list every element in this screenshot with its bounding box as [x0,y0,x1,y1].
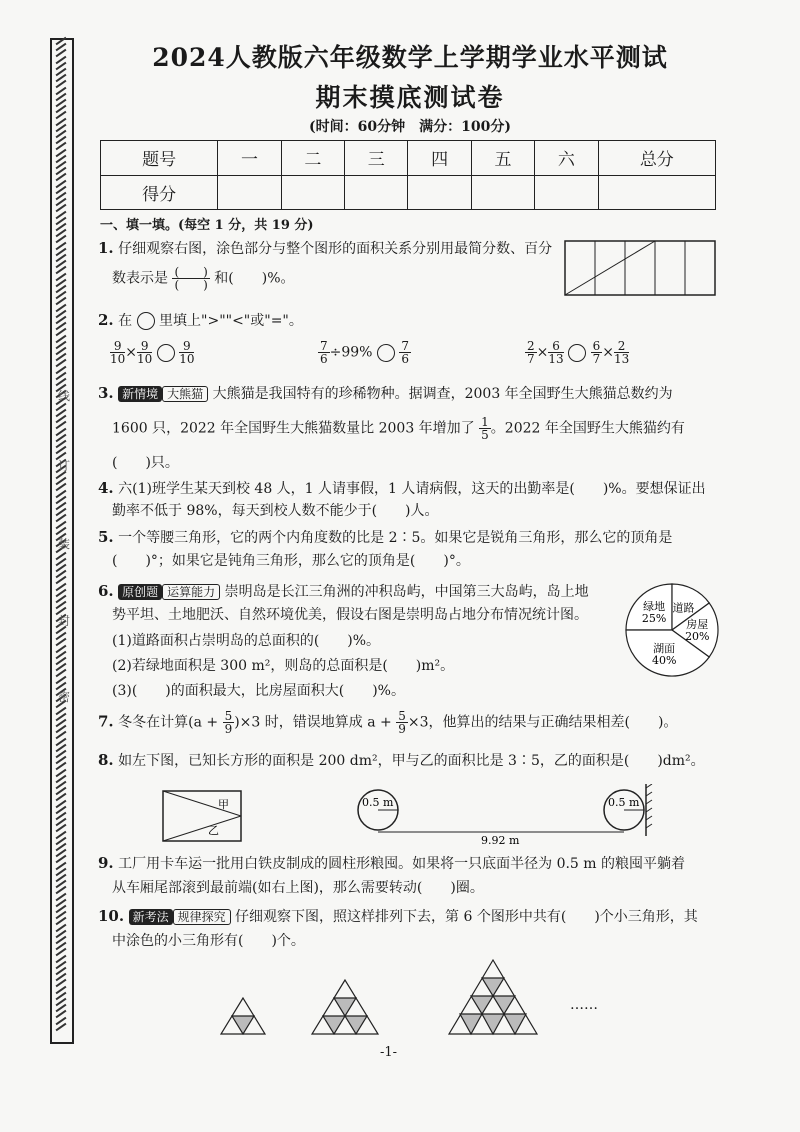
fraction-numerator: 6 [548,340,563,353]
question-text: 数表示是 [112,270,168,287]
operator: × [536,344,549,361]
score-cell[interactable] [471,175,534,210]
q2-expr-1 [110,340,194,365]
question-7 [98,710,718,735]
binding-char: 线 [58,389,71,403]
question-number: 5. [98,528,114,546]
question-5-line2: ( )°；如果它是钝角三角形，那么它的顶角是( )°。 [112,553,470,569]
question-6-sub2: (2)若绿地面积是 300 m²，则岛的总面积是( )m²。 [112,658,455,674]
pie-label: 绿地 [643,600,666,614]
fraction-numerator: 9 [110,340,125,353]
circle-placeholder-icon [137,312,155,330]
triangle-figure-1 [221,998,265,1034]
tag-topic: 运算能力 [162,584,220,600]
question-text: ×3，他算出的结果与正确结果相差( )。 [407,714,678,731]
score-cell[interactable] [598,175,715,210]
question-10-line2: 中涂色的小三角形有( )个。 [112,933,305,949]
q1-figure [564,240,716,296]
question-3-line2 [112,416,685,441]
question-text: 。2022 年全国野生大熊猫约有 [490,420,685,437]
pie-label: 湖面 [653,642,676,656]
question-6 [98,581,618,602]
question-text: 仔细观察下图，照这样排列下去，第 6 个图形中共有( )个小三角形，其 [235,909,698,925]
score-header-cell: 六 [535,141,598,176]
page-number: -1- [380,1045,398,1060]
question-text: 大熊猫是我国特有的珍稀物种。据调查，2003 年全国野生大熊猫总数约为 [212,386,673,402]
score-cell[interactable] [345,175,408,210]
question-4 [98,478,718,499]
pie-label: 道路 [672,601,695,615]
fraction-denominator: 13 [613,352,630,366]
question-number: 8. [98,751,114,769]
fraction-denominator: 6 [320,352,328,366]
question-2 [98,310,303,331]
tag-topic: 规律探究 [173,909,231,925]
expression: (a + [188,714,223,731]
score-header-cell: 三 [345,141,408,176]
score-header-cell: 总分 [598,141,715,176]
fraction-denominator: 13 [548,352,564,366]
fraction-numerator: 7 [401,339,410,353]
binding-char: 订 [58,459,71,473]
score-row-label: 得分 [101,175,218,210]
score-table [100,140,716,210]
label-yi: 乙 [208,824,219,837]
score-header-cell: 二 [281,141,344,176]
triangle-figure-2 [312,980,378,1034]
binding-char: 封 [58,614,71,628]
cylinder-roll-figure [356,784,656,848]
question-3-line3: ( )只。 [112,455,179,471]
score-header-cell: 四 [408,141,471,176]
question-8 [98,750,718,771]
question-text: 冬冬在计算 [118,714,189,731]
question-text: 一个等腰三角形，它的两个内角度数的比是 2∶5。如果它是锐角三角形，那么它的顶角是 [118,530,673,546]
pie-label: 40% [651,654,677,668]
question-6-sub3: (3)( )的面积最大，比房屋面积大( )%。 [112,683,405,699]
question-number: 10. [98,907,125,925]
question-3 [98,383,718,404]
fraction-denominator: 7 [527,352,535,366]
tag-new-method: 新考法 [129,909,173,925]
question-9-line2: 从车厢尾部滚到最前端(如右上图)，那么需要转动( )圈。 [112,880,484,896]
fraction-denominator: 10 [179,352,195,366]
question-text: 里填上">""<"或"="。 [159,313,303,329]
fraction-numerator: 6 [592,339,601,353]
binding-char: 装 [58,537,71,551]
question-4-line2: 勤率不低于 98%，每天到校人数不能少于( )人。 [112,503,439,519]
fraction-denominator: 9 [398,722,406,736]
triangle-pattern [215,950,555,1038]
question-9 [98,853,718,874]
fraction-denominator: ( ) [174,278,208,292]
fraction-numerator: 5 [398,709,406,723]
score-cell[interactable] [408,175,471,210]
question-text: 六(1)班学生某天到校 48 人，1 人请事假，1 人请病假，这天的出勤率是( )%。要想保证出 [118,481,706,497]
question-1-line2 [112,266,295,291]
question-1 [98,238,568,259]
question-number: 6. [98,582,114,600]
operator: ÷99% [329,344,373,361]
section-title: 一、填一填。(每空 1 分，共 19 分) [100,218,314,233]
pie-label: 房屋 [686,618,709,631]
fraction-denominator: 10 [137,352,153,366]
score-cell[interactable] [281,175,344,210]
q2-expr-2 [318,340,411,365]
question-5 [98,527,718,548]
operator: × [125,344,138,361]
pie-label: 25% [641,612,667,626]
exam-title: 2024人教版六年级数学上学期学业水平测试 [152,43,668,72]
question-text: 1600 只，2022 年全国野生大熊猫数量比 2003 年增加了 [112,420,475,437]
question-text: 崇明岛是长江三角洲的冲积岛屿，中国第三大岛屿，岛上地 [224,584,589,600]
binding-char: 密 [58,690,71,704]
fraction-denominator: 7 [592,352,601,366]
question-6-sub1: (1)道路面积占崇明岛的总面积的( )%。 [112,633,381,649]
exam-subtitle: 期末摸底测试卷 [315,83,505,112]
fraction-numerator: 2 [527,339,535,353]
expression: )×3 时，错误地算成 a + [234,714,397,731]
question-number: 4. [98,479,114,497]
fraction-numerator: 9 [179,340,194,353]
score-cell[interactable] [218,175,281,210]
pie-chart [624,582,720,678]
fraction-numerator: 9 [137,340,152,353]
fraction-numerator: 1 [481,415,489,429]
question-number: 7. [98,712,114,731]
question-number: 2. [98,311,114,329]
score-header-cell: 五 [471,141,534,176]
radius-label: 0.5 m [362,796,394,809]
question-text: 工厂用卡车运一批用白铁皮制成的圆柱形粮囤。如果将一只底面半径为 0.5 m 的粮囤平躺着 [118,856,686,872]
score-header-cell: 题号 [101,141,218,176]
pie-label: 20% [685,630,710,643]
question-text: 仔细观察右图，涂色部分与整个图形的面积关系分别用最简分数、百分 [118,241,553,257]
fraction-denominator: 6 [401,352,410,366]
distance-label: 9.92 m [481,834,520,847]
tag-topic: 大熊猫 [162,386,208,402]
rectangle-figure [162,790,242,842]
question-10 [98,906,718,927]
exam-meta: (时间：60分钟 满分：100分) [309,119,511,135]
question-text: 如左下图，已知长方形的面积是 200 dm²，甲与乙的面积比是 3∶5，乙的面积是( )dm²。 [118,753,705,769]
tag-new-context: 新情境 [118,386,162,402]
question-text: 在 [118,313,133,329]
question-text: 和( )%。 [214,270,295,287]
fraction-denominator: 9 [224,722,233,736]
question-number: 3. [98,384,114,402]
fraction-numerator: 2 [614,340,629,353]
pattern-continuation: …… [570,997,598,1013]
score-header-cell: 一 [218,141,281,176]
answer-fraction[interactable] [172,266,209,291]
fraction-numerator: 7 [320,339,328,353]
fraction-denominator: 5 [481,428,489,442]
operator: × [602,344,614,361]
compare-circle[interactable] [157,344,175,362]
question-number: 1. [98,239,114,257]
fraction-numerator: ( ) [174,265,208,279]
fraction-denominator: 10 [110,352,126,366]
compare-circle[interactable] [377,344,395,362]
triangle-figure-3 [449,960,537,1034]
compare-circle[interactable] [568,344,586,362]
radius-label: 0.5 m [608,796,640,809]
tag-original: 原创题 [118,584,162,600]
question-6-line2: 势平坦、土地肥沃、自然环境优美，假设右图是崇明岛占地分布情况统计图。 [112,607,588,623]
label-jia: 甲 [218,798,229,811]
q2-expr-3 [525,340,629,365]
score-cell[interactable] [535,175,598,210]
fraction-numerator: 5 [224,709,233,723]
question-number: 9. [98,854,114,872]
